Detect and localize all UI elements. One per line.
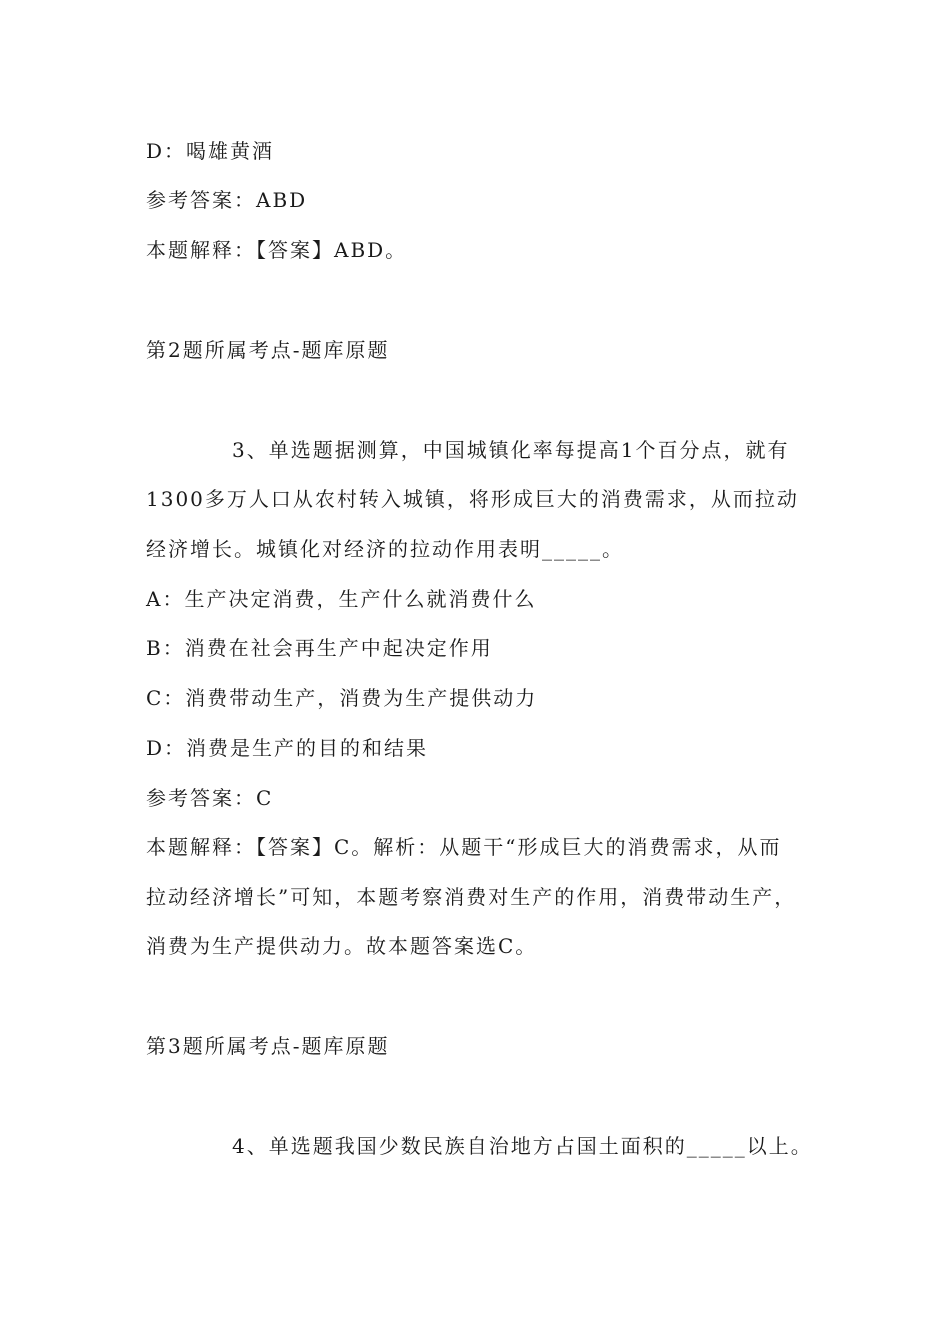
q3-explanation-line1: 本题解释：【答案】C。解析：从题干“形成巨大的消费需求，从而: [146, 835, 782, 859]
q3-stem-line3: 经济增长。城镇化对经济的拉动作用表明_____。: [146, 537, 624, 561]
q3-explanation-line3: 消费为生产提供动力。故本题答案选C。: [146, 934, 538, 958]
q3-explanation-line2: 拉动经济增长”可知，本题考察消费对生产的作用，消费带动生产，: [146, 885, 797, 909]
q4-stem-line1: 4、单选题我国少数民族自治地方占国土面积的_____以上。: [232, 1134, 813, 1158]
q3-stem-line1: 3、单选题据测算，中国城镇化率每提高1个百分点，就有: [232, 438, 790, 462]
q3-option-b: B：消费在社会再生产中起决定作用: [146, 636, 493, 660]
q3-topic: 第3题所属考点-题库原题: [146, 1034, 390, 1058]
q3-option-c: C：消费带动生产，消费为生产提供动力: [146, 686, 538, 710]
q3-stem-line2: 1300多万人口从农村转入城镇，将形成巨大的消费需求，从而拉动: [146, 487, 799, 511]
q2-explanation: 本题解释：【答案】ABD。: [146, 238, 408, 262]
q2-option-d: D：喝雄黄酒: [146, 139, 275, 163]
q2-answer: 参考答案：ABD: [146, 188, 308, 212]
q3-option-a: A：生产决定消费，生产什么就消费什么: [146, 587, 537, 611]
q3-option-d: D：消费是生产的目的和结果: [146, 736, 429, 760]
q3-answer: 参考答案：C: [146, 786, 274, 810]
q2-topic: 第2题所属考点-题库原题: [146, 338, 390, 362]
